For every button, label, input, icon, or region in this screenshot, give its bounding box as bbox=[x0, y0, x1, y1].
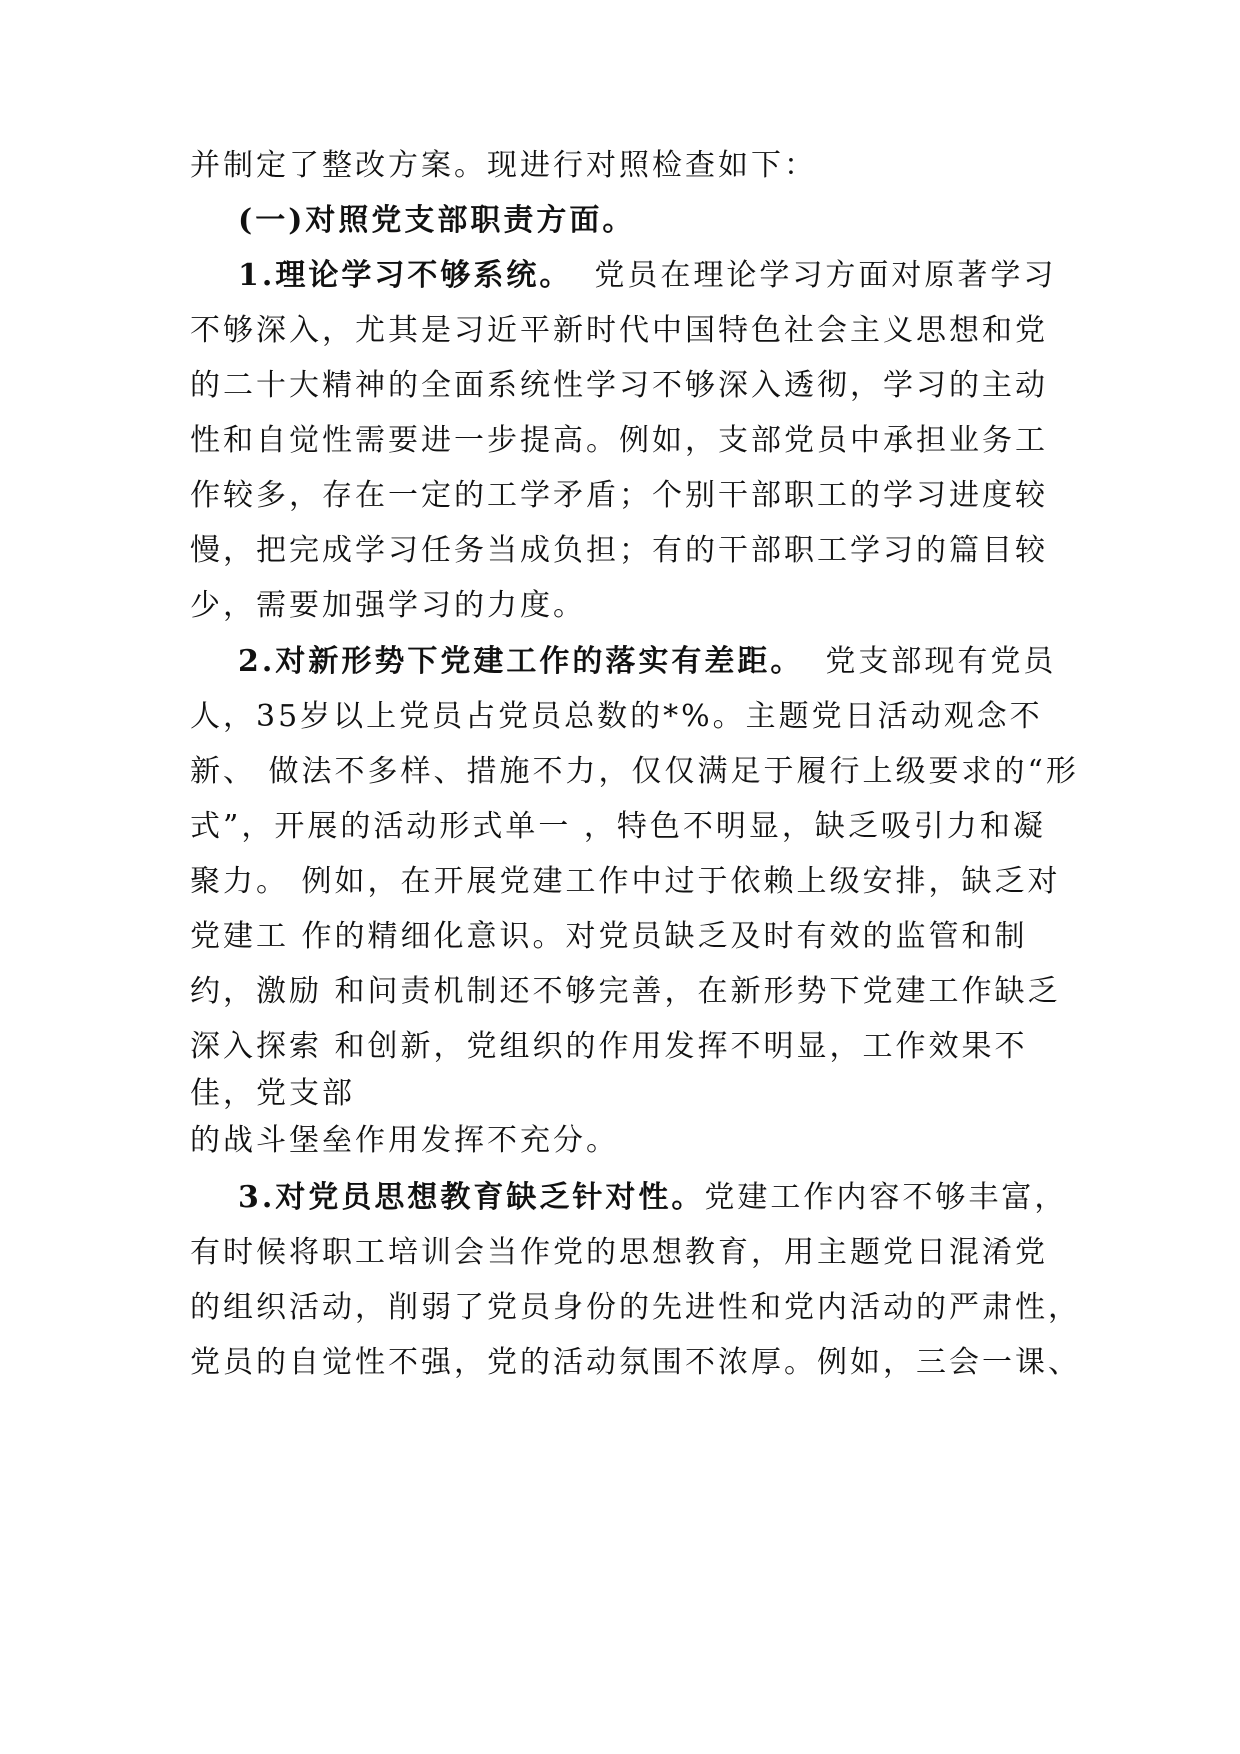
item3-title: 3.对党员思想教育缺乏针对性。 bbox=[238, 1180, 705, 1215]
item2-line: 深入探索 和创新，党组织的作用发挥不明显，工作效果不 bbox=[190, 1029, 1028, 1064]
item2-line: 新、 做法不多样、措施不力，仅仅满足于履行上级要求的“形 bbox=[190, 754, 1079, 789]
item1-line: 慢，把完成学习任务当成负担；有的干部职工学习的篇目较 bbox=[190, 533, 1048, 568]
item2-line: 佳，党支部 bbox=[190, 1076, 355, 1111]
intro-line: 并制定了整改方案。现进行对照检查如下： bbox=[190, 148, 817, 183]
item1-line: 的二十大精神的全面系统性学习不够深入透彻，学习的主动 bbox=[190, 368, 1048, 403]
item1-first-line bbox=[238, 256, 1056, 296]
item3-text: 党建工作内容不够丰富， bbox=[704, 1180, 1068, 1215]
item2-line: 式”，开展的活动形式单一 ，特色不明显，缺乏吸引力和凝 bbox=[190, 809, 1046, 844]
item2-text: 党支部现有党员 bbox=[825, 644, 1057, 679]
item2-line: 聚力。 例如，在开展党建工作中过于依赖上级安排，缺乏对 bbox=[190, 864, 1061, 899]
item1-line: 不够深入，尤其是习近平新时代中国特色社会主义思想和党 bbox=[190, 313, 1048, 348]
item3-line: 有时候将职工培训会当作党的思想教育，用主题党日混淆党 bbox=[190, 1235, 1048, 1270]
item2-line: 党建工 作的精细化意识。对党员缺乏及时有效的监管和制 bbox=[190, 919, 1028, 954]
section-heading: (一)对照党支部职责方面。 bbox=[238, 203, 636, 238]
item2-title: 2.对新形势下党建工作的落实有差距。 bbox=[238, 644, 804, 679]
item2-first-line bbox=[238, 642, 1056, 682]
item3-line: 的组织活动，削弱了党员身份的先进性和党内活动的严肃性， bbox=[190, 1290, 1081, 1325]
item1-text: 党员在理论学习方面对原著学习 bbox=[594, 258, 1057, 293]
item2-line: 人，35岁以上党员占党员总数的*%。主题党日活动观念不 bbox=[190, 699, 1043, 734]
item3-line: 党员的自觉性不强，党的活动氛围不浓厚。例如，三会一课、 bbox=[190, 1345, 1081, 1380]
item3-first-line bbox=[238, 1178, 1067, 1218]
item1-line: 作较多，存在一定的工学矛盾；个别干部职工的学习进度较 bbox=[190, 478, 1048, 513]
item2-line: 的战斗堡垒作用发挥不充分。 bbox=[190, 1123, 619, 1158]
item1-line: 性和自觉性需要进一步提高。例如，支部党员中承担业务工 bbox=[190, 423, 1048, 458]
item1-line: 少，需要加强学习的力度。 bbox=[190, 588, 586, 623]
item2-line: 约，激励 和问责机制还不够完善，在新形势下党建工作缺乏 bbox=[190, 974, 1061, 1009]
item1-title: 1.理论学习不够系统。 bbox=[238, 258, 573, 293]
